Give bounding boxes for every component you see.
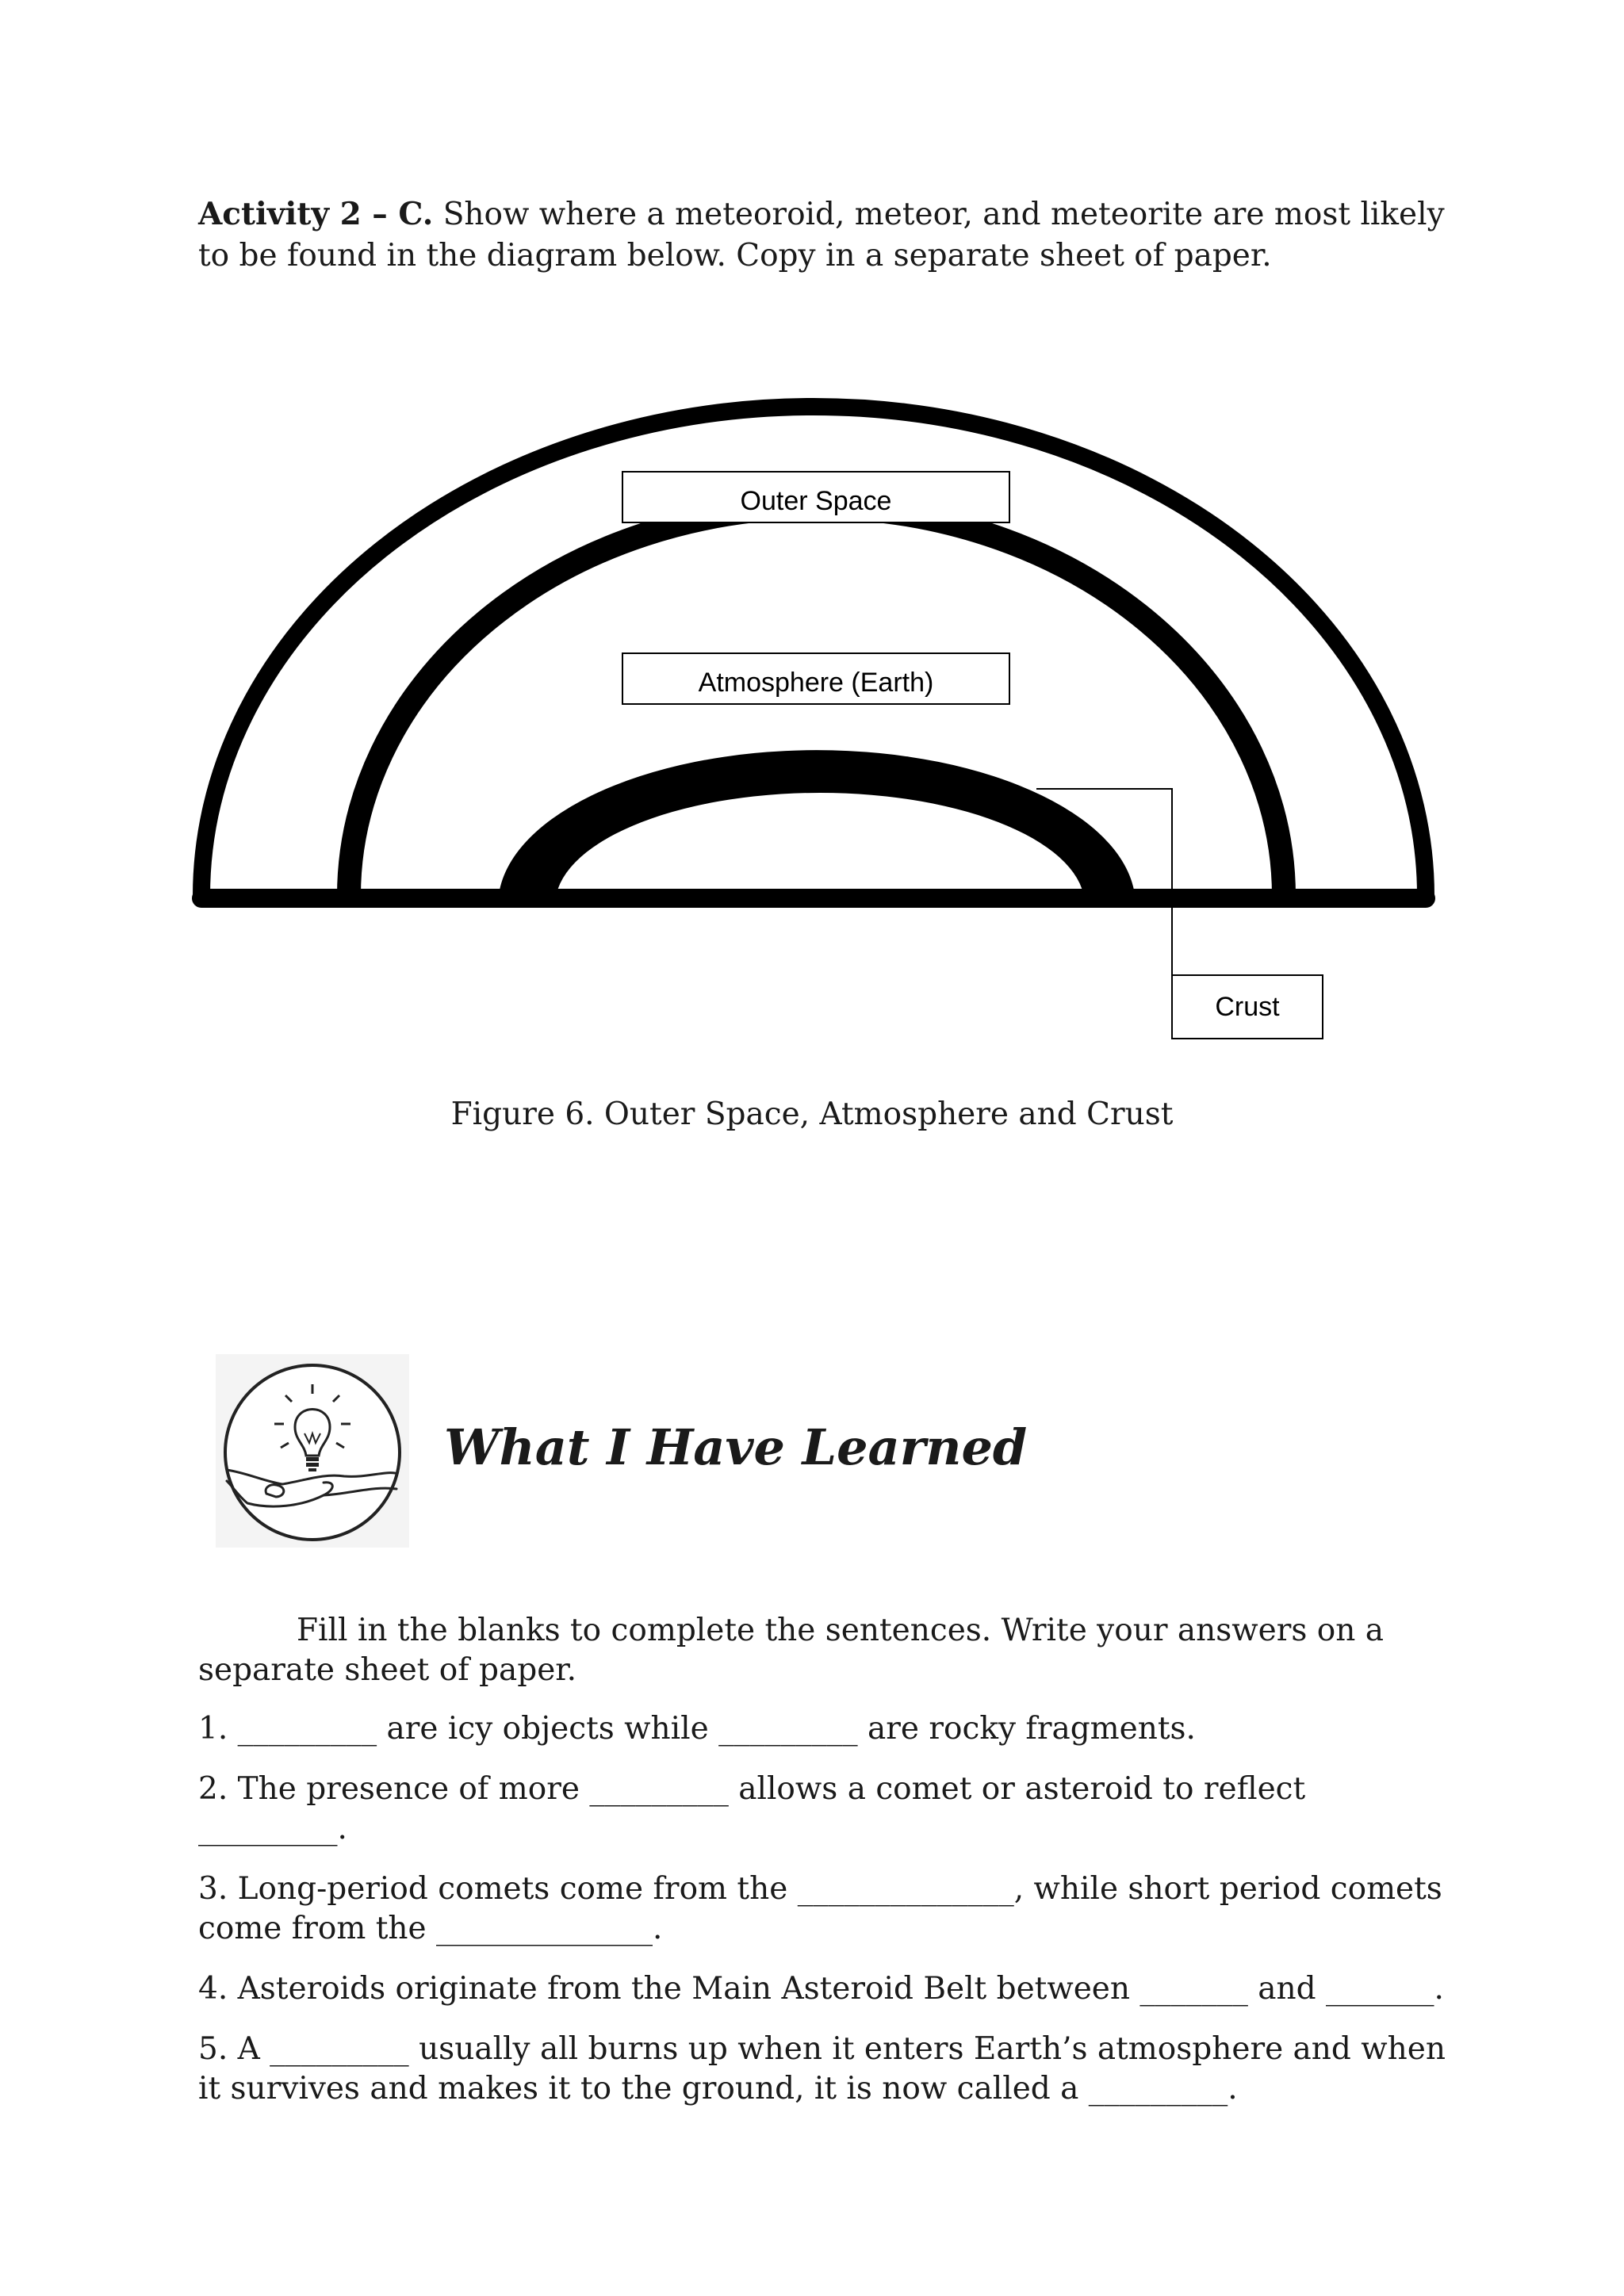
crust-band — [498, 750, 1136, 905]
question-item-3: 3. Long-period comets come from the ______________, while short period comets come from the ______________. — [198, 1871, 1442, 1946]
layers-diagram — [0, 0, 1624, 1110]
question-item-5: 5. A _________ usually all burns up when it enters Earth’s atmosphere and when it survives and makes it to the ground, it is now called a _________. — [198, 2031, 1446, 2107]
fill-in-instructions: Fill in the blanks to complete the sentences. Write your answers on a separate sheet of paper. — [198, 1613, 1384, 1688]
atmosphere-label: Atmosphere (Earth) — [698, 668, 934, 698]
lightbulb-hand-icon — [216, 1354, 409, 1548]
question-item-4: 4. Asteroids originate from the Main Asteroid Belt between _______ and _______. — [198, 1971, 1444, 2007]
section-title: What I Have Learned — [444, 1418, 1028, 1476]
figure-caption: Figure 6. Outer Space, Atmosphere and Crust — [450, 1096, 1174, 1132]
activity-label: Activity 2 – C. — [198, 196, 434, 232]
activity-text: Show where a meteoroid, meteor, and meteorite are most likely to be found in the diagram below. Copy in a separate sheet of paper. — [198, 197, 1445, 274]
outer-space-label: Outer Space — [740, 486, 892, 516]
crust-label: Crust — [1215, 992, 1280, 1022]
question-item-2: 2. The presence of more _________ allows a comet or asteroid to reflect _________. — [198, 1771, 1306, 1846]
question-list — [198, 1709, 1451, 2130]
question-item-1: 1. _________ are icy objects while _________ are rocky fragments. — [198, 1711, 1196, 1747]
